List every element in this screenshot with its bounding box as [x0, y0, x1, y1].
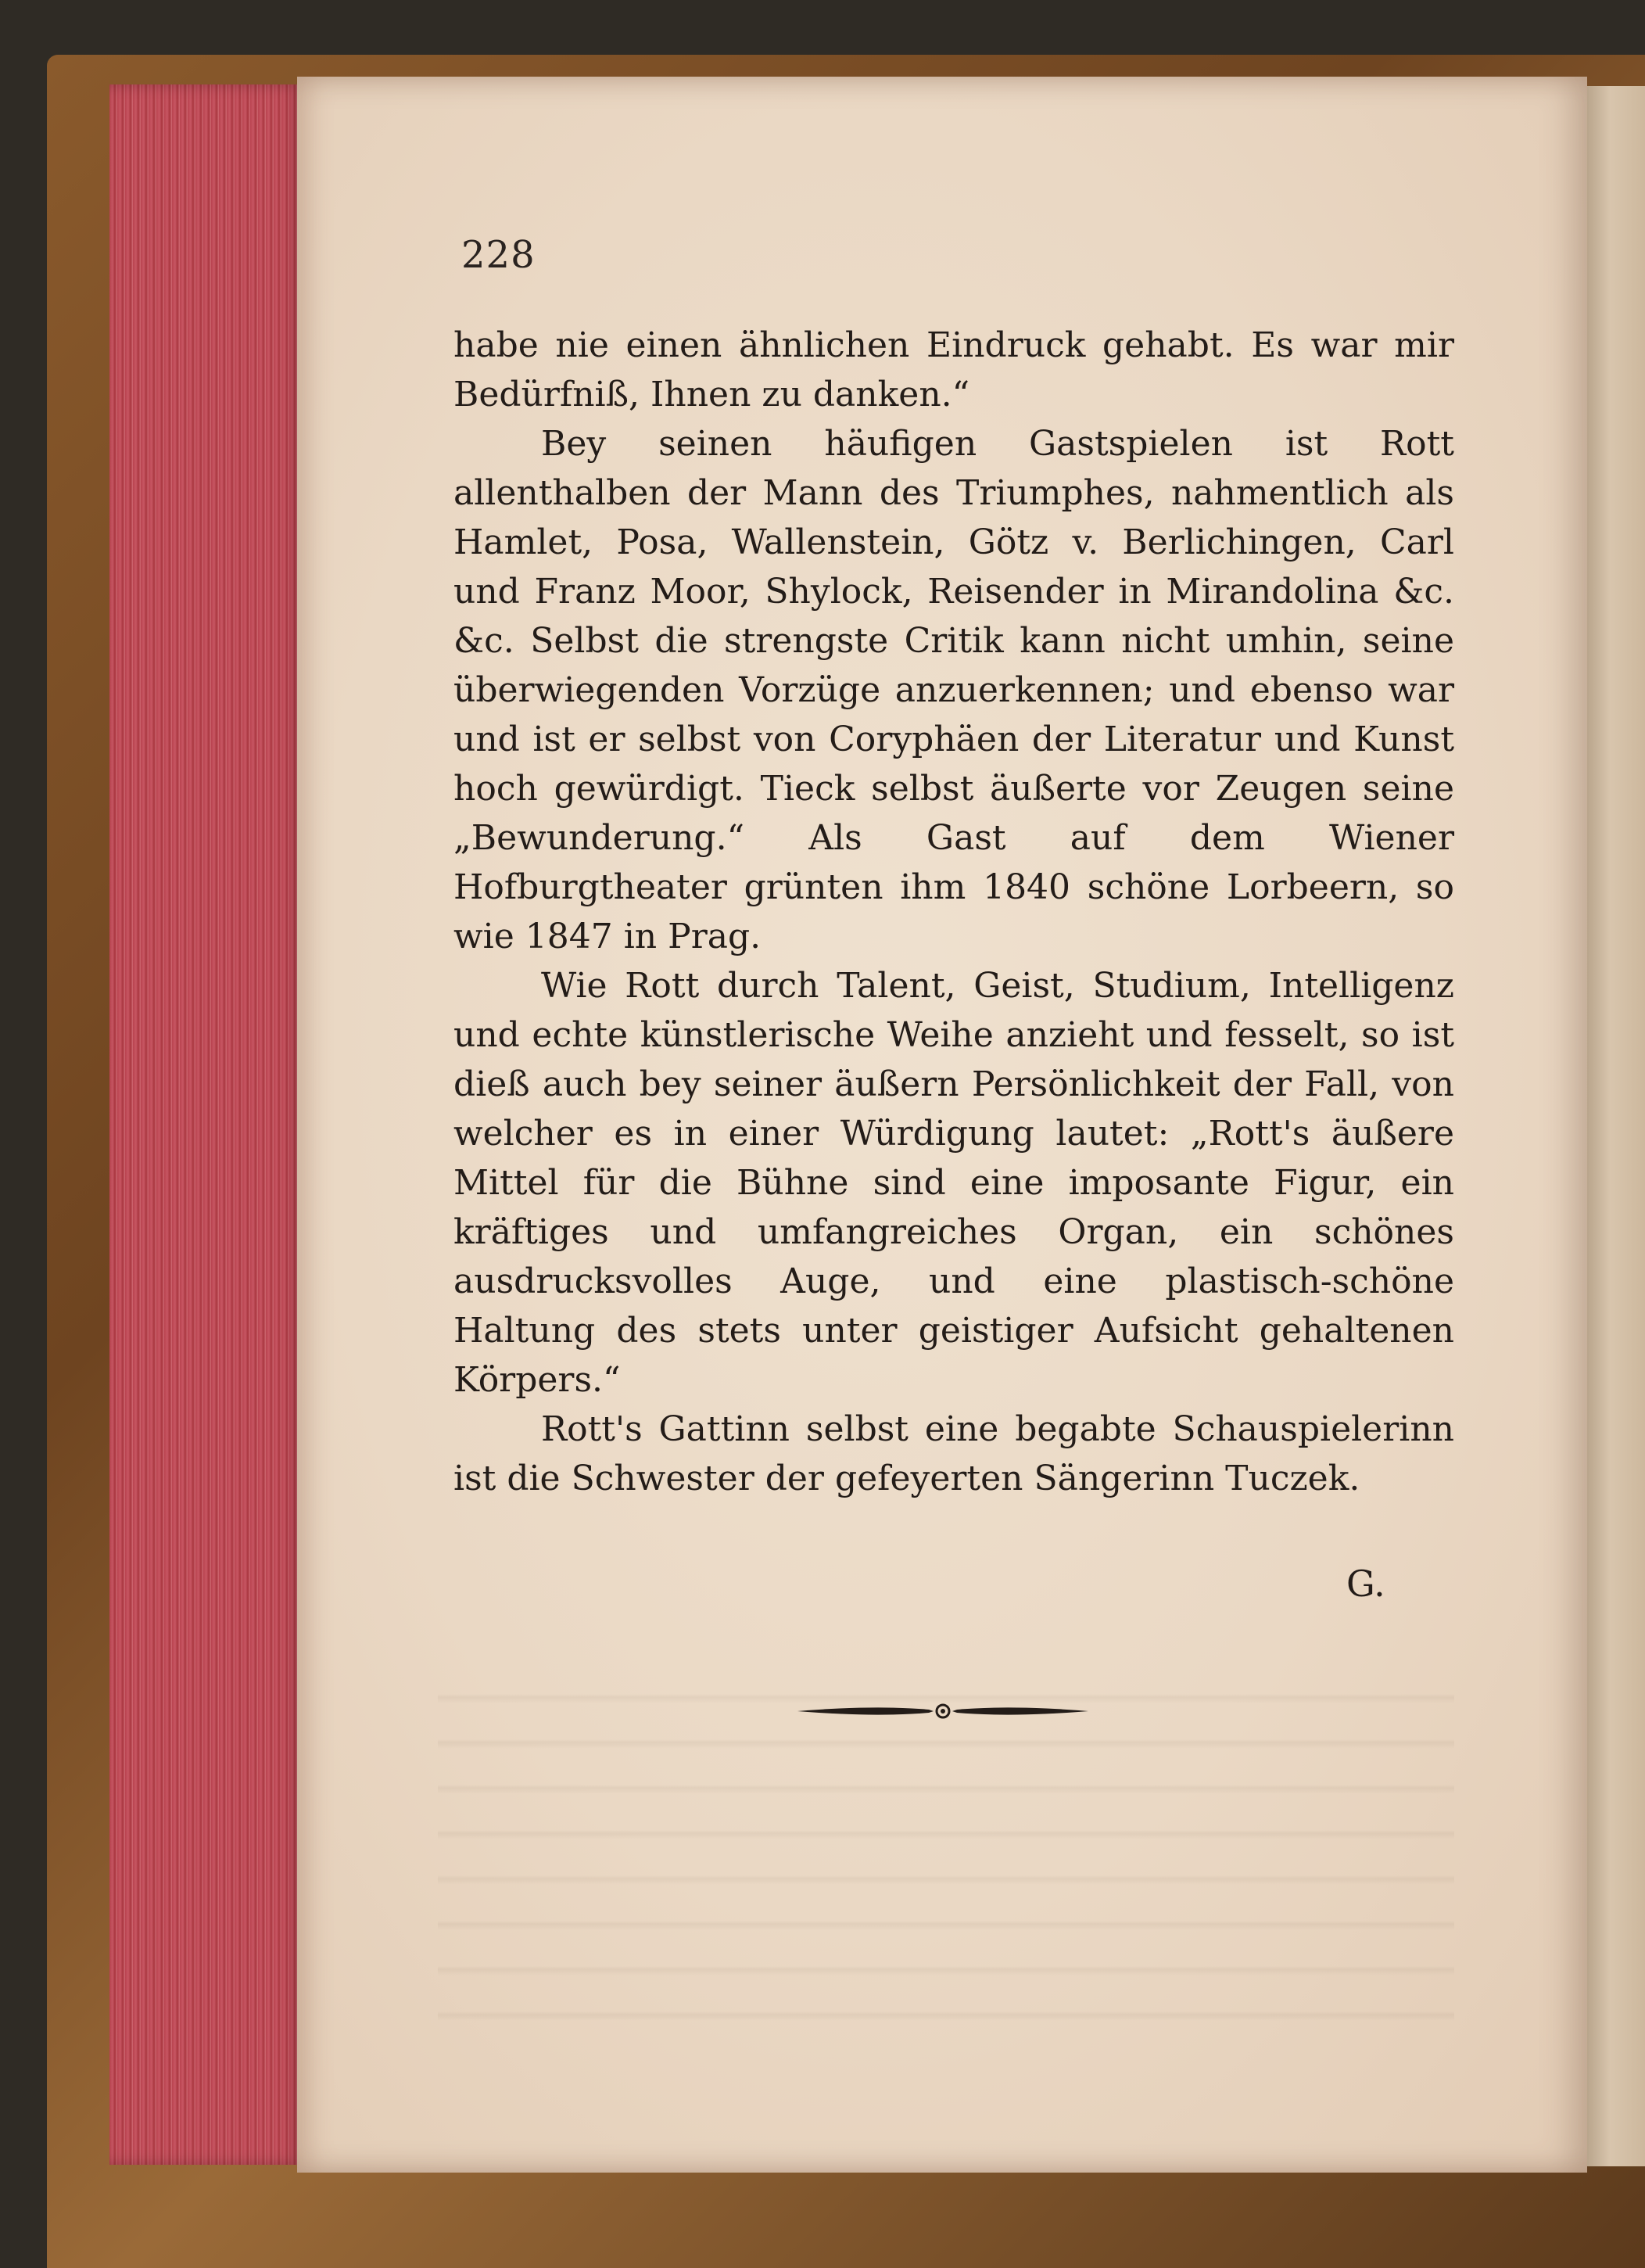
paragraph: Rott's Gattinn selbst eine begabte Schauspielerinn ist die Schwester der gefeyerten Sängerinn Tuczek. [453, 1409, 1454, 1498]
page-edges [109, 84, 305, 2165]
paragraph: habe nie einen ähnlichen Eindruck gehabt. Es war mir Bedürfniß, Ihnen zu danken.“ [453, 325, 1454, 414]
paragraph: Wie Rott durch Talent, Geist, Studium, Intelligenz und echte künstlerische Weihe anzieht und fesselt, so ist dieß auch bey seiner äußern Persönlichkeit der Fall, von welcher es in einer Würdigung lautet: „Rott's äußere Mittel für die Bühne sind eine imposante Figur, ein kräftiges und umfangreiches Organ, ein schönes ausdrucksvolles Auge, und eine plastisch-schöne Haltung des stets unter geistiger Aufsicht gehaltenen Körpers.“ [453, 966, 1454, 1400]
paragraph: Bey seinen häufigen Gastspielen ist Rott allenthalben der Mann des Triumphes, nahmentlich als Hamlet, Posa, Wallenstein, Götz v. Berlichingen, Carl und Franz Moor, Shylock, Reisender in Mirandolina &c. &c. Selbst die strengste Critik kann nicht umhin, seine überwiegenden Vorzüge anzuerkennen; und ebenso war und ist er selbst von Coryphäen der Literatur und Kunst hoch gewürdigt. Tieck selbst äußerte vor Zeugen seine „Bewunderung.“ Als Gast auf dem Wiener Hofburgtheater grünten ihm 1840 schöne Lorbeern, so wie 1847 in Prag. [453, 424, 1454, 956]
ornament-divider [796, 1696, 1090, 1727]
author-signature: G. [1346, 1563, 1385, 1605]
page-number: 228 [461, 233, 536, 277]
body-text [453, 321, 1454, 1503]
facing-page-edge [1587, 86, 1645, 2166]
